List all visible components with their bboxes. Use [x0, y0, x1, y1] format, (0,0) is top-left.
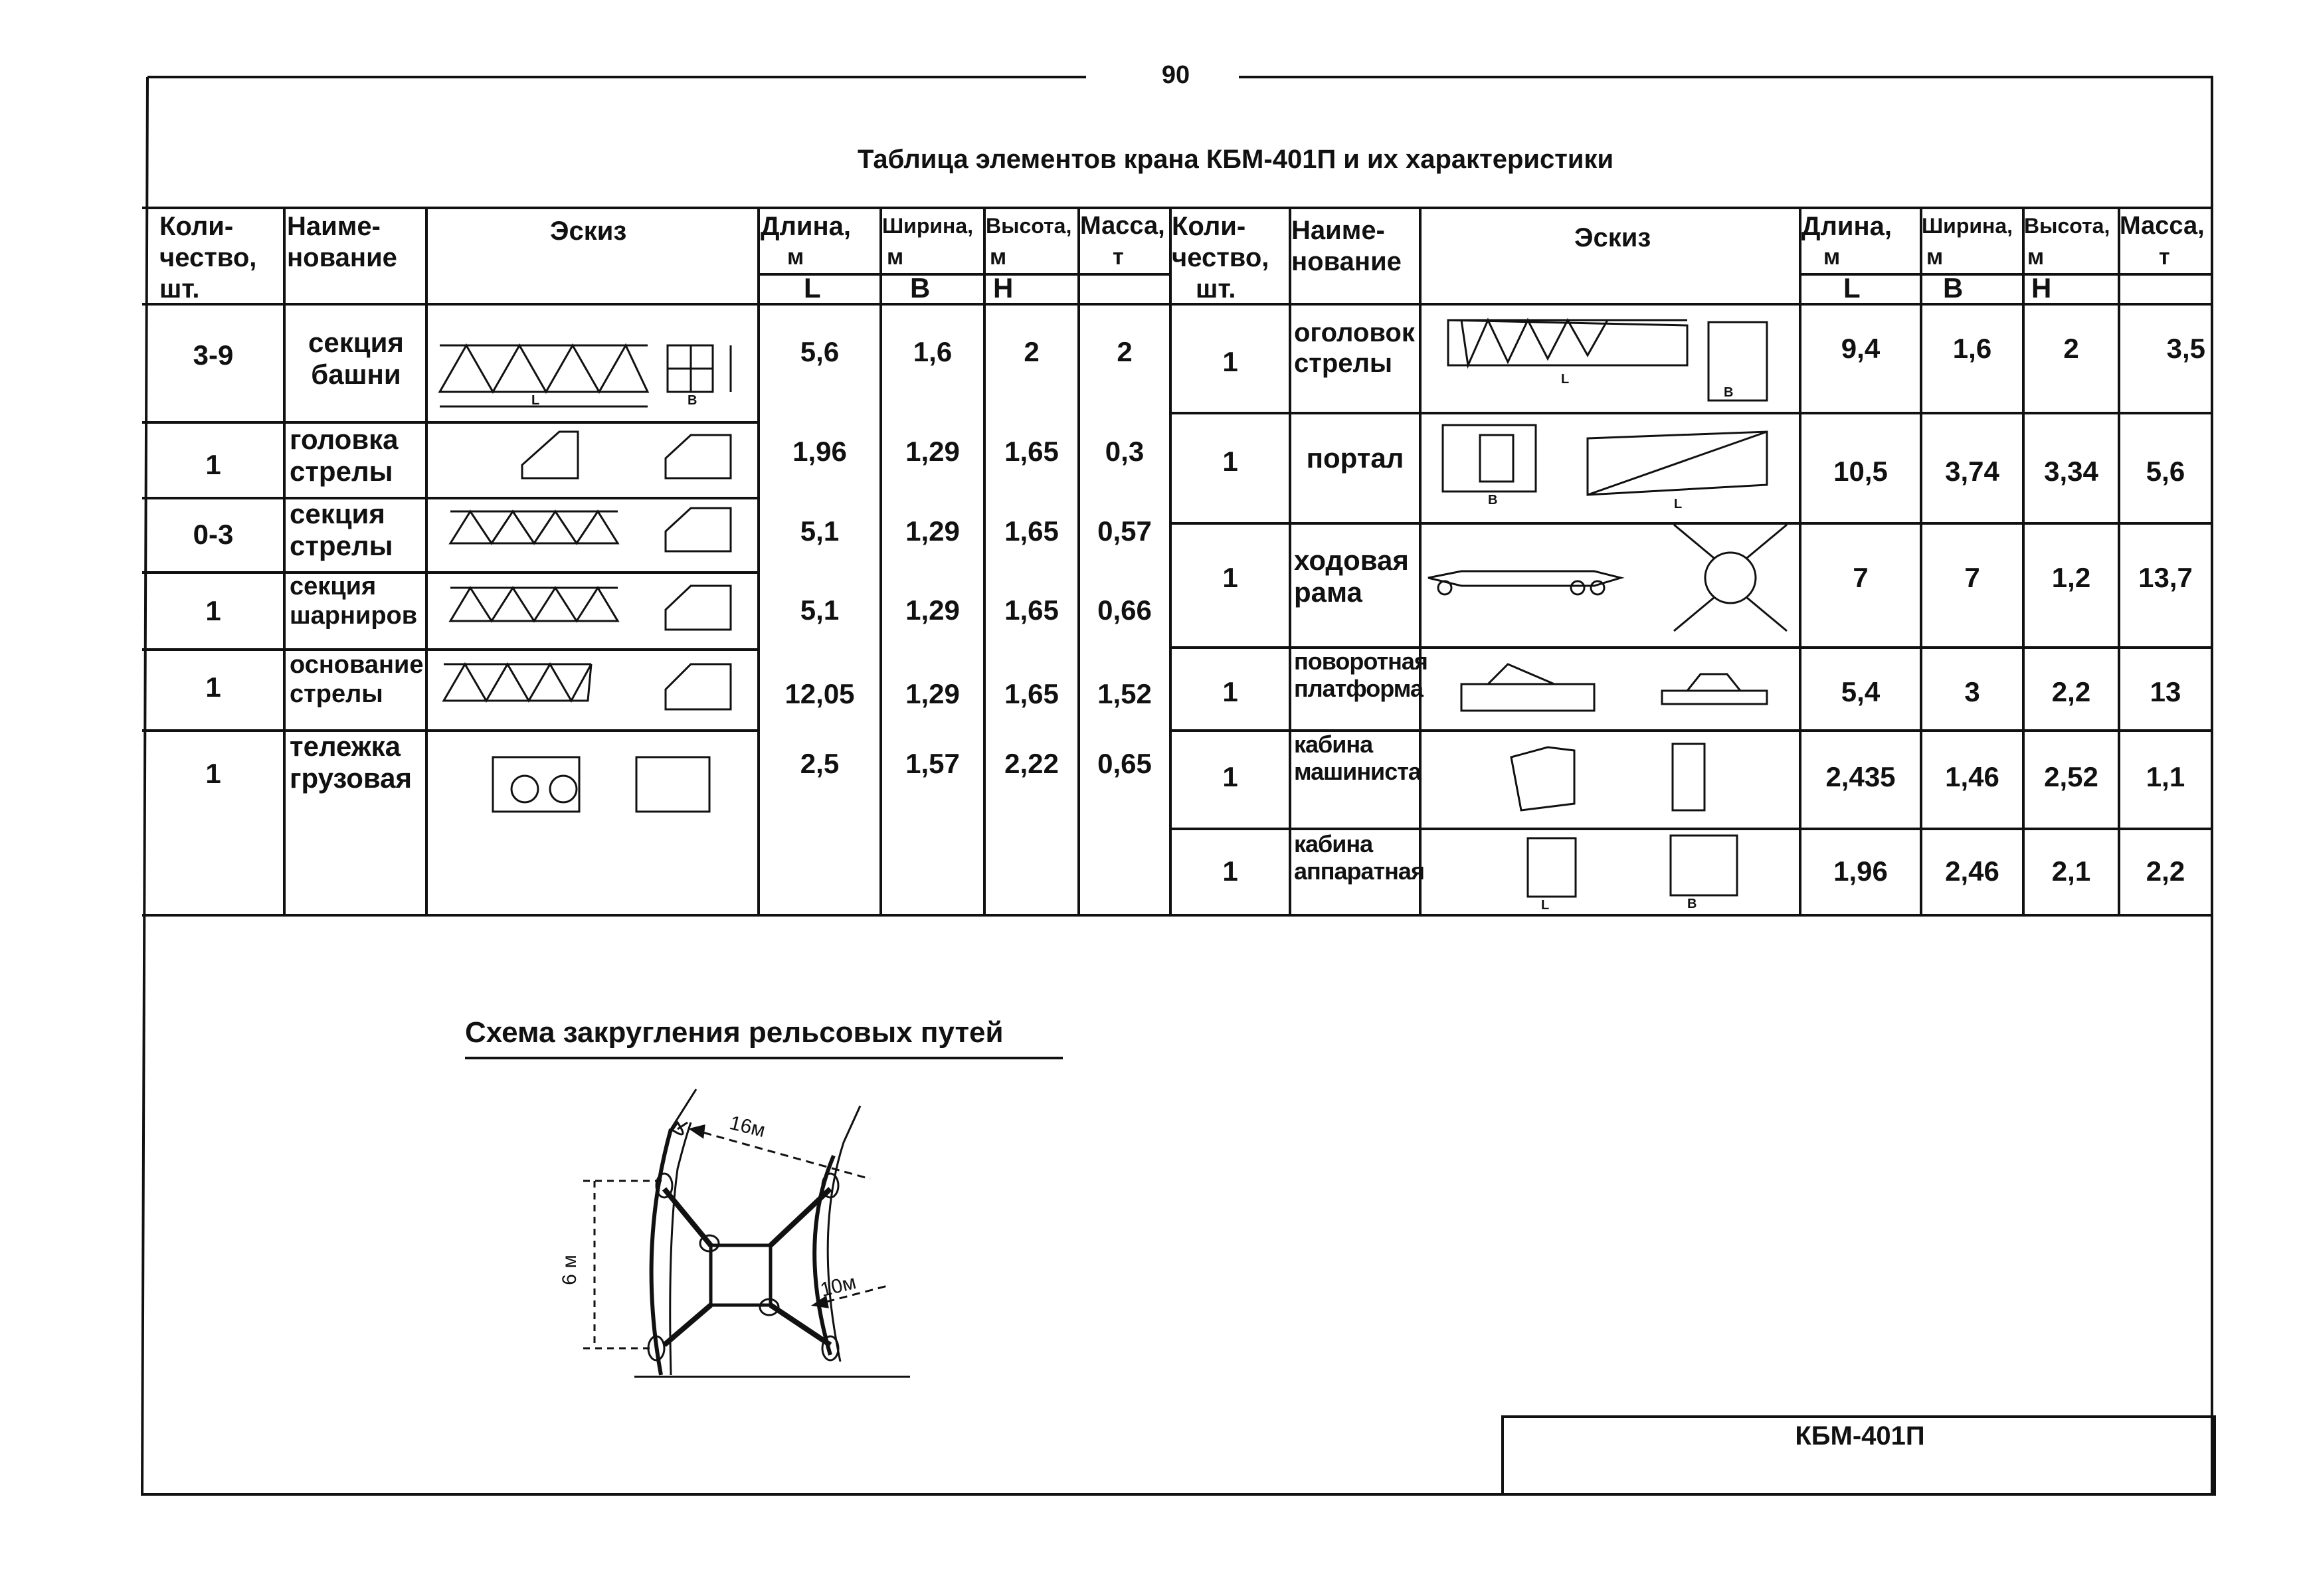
- left-row-3-mass: 0,57: [1097, 515, 1152, 547]
- name-line1: ходовая: [1294, 545, 1409, 576]
- sym-length-right: L: [1843, 272, 1861, 304]
- right-row-1-width: 1,6: [1952, 332, 1992, 364]
- left-row-2-qty: 1: [205, 448, 221, 480]
- right-row-3-height: 1,2: [2051, 561, 2091, 593]
- header-qty-left: [159, 211, 256, 306]
- header-qty-line2: чество,: [159, 243, 257, 273]
- header-name-left: [287, 211, 397, 274]
- left-row-4-length: 5,1: [800, 594, 840, 626]
- left-row-1-height: 2: [1024, 335, 1040, 367]
- header-width-right: Ширина,: [1922, 214, 2013, 238]
- name-line2: стрелы: [290, 679, 383, 708]
- left-row-3-height: 1,65: [1004, 515, 1059, 547]
- left-row-3-width: 1,29: [905, 515, 960, 547]
- header-name-line1: Наиме-: [287, 212, 381, 241]
- name-line1: основание: [290, 651, 424, 679]
- sketch-label-L: L: [1561, 372, 1570, 387]
- header-length-right: Длина,: [1801, 212, 1892, 241]
- left-row-5-name: [286, 651, 430, 729]
- right-row-5-length: 2,435: [1825, 760, 1896, 792]
- header-qty-line1: Коли-: [159, 212, 234, 241]
- unit-mass-left: т: [1113, 244, 1124, 270]
- sketch-jib-section: [450, 511, 618, 543]
- right-row-4-name: [1290, 648, 1427, 731]
- right-row-5-mass: 1,1: [2146, 760, 2185, 792]
- left-row-3-length: 5,1: [800, 515, 840, 547]
- left-row-2-name: [286, 424, 430, 498]
- name-line1: головка: [290, 424, 399, 455]
- left-row-2-mass: 0,3: [1105, 435, 1145, 467]
- unit-length-right: м: [1823, 244, 1841, 270]
- sketch-label-L: L: [1541, 898, 1550, 913]
- right-row-4-qty: 1: [1222, 676, 1238, 708]
- left-row-5-length: 12,05: [784, 677, 855, 709]
- left-row-5-height: 1,65: [1004, 677, 1059, 709]
- sketch-label-L: L: [531, 393, 540, 408]
- left-row-2-height: 1,65: [1004, 435, 1059, 467]
- name-line1: секция: [308, 326, 404, 358]
- right-row-2-length: 10,5: [1833, 455, 1888, 487]
- right-row-3-qty: 1: [1222, 561, 1238, 593]
- right-row-6-length: 1,96: [1833, 855, 1888, 887]
- right-row-6-mass: 2,2: [2146, 855, 2185, 887]
- name-line2: грузовая: [290, 762, 413, 794]
- right-row-1-length: 9,4: [1841, 332, 1881, 364]
- sketch-label-L: L: [1674, 497, 1683, 511]
- name-line1: кабина: [1294, 830, 1373, 857]
- dimension-6m: 6 м: [558, 1255, 581, 1285]
- header-name-line1: Наиме-: [1291, 216, 1385, 245]
- left-row-4-width: 1,29: [905, 594, 960, 626]
- header-mass-right: Масса,: [2120, 212, 2205, 240]
- right-row-2-qty: 1: [1222, 445, 1238, 477]
- left-row-1-name: [286, 312, 426, 405]
- sym-width-right: В: [1943, 272, 1964, 304]
- dimension-10m: 10м: [818, 1271, 859, 1302]
- sketch-jib-head: [522, 432, 578, 478]
- stamp-label: КБМ-401П: [1795, 1421, 1925, 1451]
- right-row-3-mass: 13,7: [2138, 561, 2193, 593]
- right-row-3-length: 7: [1853, 561, 1869, 593]
- unit-mass-right: т: [2159, 244, 2170, 270]
- right-row-2-mass: 5,6: [2146, 455, 2185, 487]
- header-height-right: Высота,: [2024, 214, 2110, 238]
- header-qty-line1: Коли-: [1172, 212, 1246, 241]
- left-row-1-qty: 3-9: [193, 339, 234, 371]
- name-line1: оголовок: [1294, 318, 1415, 347]
- name-line2: стрелы: [290, 530, 393, 562]
- right-row-3-width: 7: [1964, 561, 1980, 593]
- sym-height-right: Н: [2031, 272, 2052, 304]
- left-row-3-qty: 0-3: [193, 518, 234, 550]
- sketch-jib-base: [444, 664, 591, 701]
- header-qty-right: [1172, 211, 1269, 306]
- sketch-equipment-cab: [1528, 838, 1576, 897]
- right-row-1-height: 2: [2063, 332, 2079, 364]
- sketch-hinge-section: [450, 588, 618, 621]
- right-row-5-width: 1,46: [1945, 760, 1999, 792]
- sym-length-left: L: [804, 272, 821, 304]
- header-length-left: Длина,: [761, 212, 852, 241]
- page-number: 90: [1161, 61, 1190, 89]
- right-row-5-qty: 1: [1222, 760, 1238, 792]
- left-row-2-length: 1,96: [792, 435, 847, 467]
- header-name-line2: нование: [287, 243, 397, 273]
- right-row-6-qty: 1: [1222, 855, 1238, 887]
- header-height-left: Высота,: [986, 214, 1072, 238]
- sym-width-left: В: [910, 272, 931, 304]
- left-row-1-mass: 2: [1117, 335, 1133, 367]
- right-row-2-width: 3,74: [1945, 455, 1999, 487]
- right-row-6-height: 2,1: [2051, 855, 2091, 887]
- left-row-4-qty: 1: [205, 594, 221, 626]
- name-line2: башни: [311, 359, 401, 390]
- sketch-label-B: B: [688, 393, 697, 408]
- left-row-1-length: 5,6: [800, 335, 840, 367]
- left-row-5-width: 1,29: [905, 677, 960, 709]
- left-row-2-width: 1,29: [905, 435, 960, 467]
- name-line1: поворотная: [1294, 648, 1427, 675]
- name-line1: тележка: [290, 731, 401, 762]
- left-row-5-mass: 1,52: [1097, 677, 1152, 709]
- right-row-2-height: 3,34: [2044, 455, 2098, 487]
- right-row-3-name: [1290, 545, 1424, 631]
- header-qty-line3: шт.: [159, 274, 200, 304]
- table-title: Таблица элементов крана КБМ-401П и их характеристики: [857, 145, 1614, 174]
- right-row-4-length: 5,4: [1841, 676, 1881, 708]
- right-row-2-name: портал: [1306, 442, 1404, 474]
- diagram-title: Схема закругления рельсовых путей: [465, 1016, 1004, 1049]
- rail-curvature-diagram: [465, 1058, 1063, 1377]
- unit-height-left: м: [990, 244, 1007, 270]
- header-qty-line3: шт.: [1196, 274, 1236, 304]
- left-row-5-qty: 1: [205, 671, 221, 703]
- right-row-5-name: [1290, 731, 1424, 829]
- left-row-1-width: 1,6: [913, 335, 953, 367]
- left-row-6-name: [286, 731, 430, 805]
- header-mass-left: Масса,: [1080, 212, 1165, 240]
- name-line2: машиниста: [1294, 758, 1421, 786]
- sketch-tower-section: [440, 345, 648, 392]
- name-line2: шарниров: [290, 601, 418, 630]
- sketch-label-B: B: [1687, 897, 1697, 911]
- sketch-rotating-platform: [1461, 664, 1594, 711]
- left-row-6-height: 2,22: [1004, 747, 1059, 779]
- left-row-3-name: [286, 498, 430, 573]
- left-row-4-name: [286, 573, 430, 650]
- header-sketch-right: Эскиз: [1574, 223, 1651, 252]
- left-row-6-length: 2,5: [800, 747, 840, 779]
- unit-length-left: м: [787, 244, 804, 270]
- right-row-4-width: 3: [1964, 676, 1980, 708]
- dimension-16m: 16м: [727, 1111, 768, 1142]
- name-line2: платформа: [1294, 675, 1423, 703]
- left-row-4-height: 1,65: [1004, 594, 1059, 626]
- name-line2: стрелы: [290, 456, 393, 488]
- right-row-1-name: [1290, 317, 1424, 404]
- right-row-6-name: [1290, 830, 1424, 915]
- header-qty-line2: чество,: [1172, 243, 1269, 273]
- right-row-1-mass: 3,5: [2166, 332, 2205, 364]
- sketch-cargo-trolley: [493, 757, 579, 812]
- sketch-operator-cab: [1511, 747, 1574, 810]
- unit-height-right: м: [2027, 244, 2045, 270]
- header-name-right: [1291, 215, 1402, 278]
- right-row-6-width: 2,46: [1945, 855, 1999, 887]
- name-line2: аппаратная: [1294, 857, 1424, 885]
- header-name-line2: нование: [1291, 247, 1402, 277]
- name-line2: стрелы: [1294, 349, 1393, 378]
- header-sketch-left: Эскиз: [550, 217, 627, 246]
- name-line1: секция: [290, 498, 385, 529]
- left-row-4-mass: 0,66: [1097, 594, 1152, 626]
- right-row-4-mass: 13: [2150, 676, 2181, 708]
- sketch-label-B: B: [1488, 493, 1498, 507]
- name-line1: кабина: [1294, 731, 1373, 758]
- left-row-6-mass: 0,65: [1097, 747, 1152, 779]
- left-row-6-qty: 1: [205, 757, 221, 789]
- right-row-1-qty: 1: [1222, 345, 1238, 377]
- sym-height-left: Н: [993, 272, 1014, 304]
- left-row-6-width: 1,57: [905, 747, 960, 779]
- sketch-label-B: B: [1724, 385, 1734, 400]
- unit-width-left: м: [887, 244, 904, 270]
- name-line2: рама: [1294, 576, 1362, 608]
- right-row-5-height: 2,52: [2044, 760, 2098, 792]
- sketch-jib-head-end: [666, 435, 731, 478]
- name-line1: секция: [290, 573, 377, 600]
- header-width-left: Ширина,: [882, 214, 974, 238]
- right-row-4-height: 2,2: [2051, 676, 2091, 708]
- unit-width-right: м: [1926, 244, 1944, 270]
